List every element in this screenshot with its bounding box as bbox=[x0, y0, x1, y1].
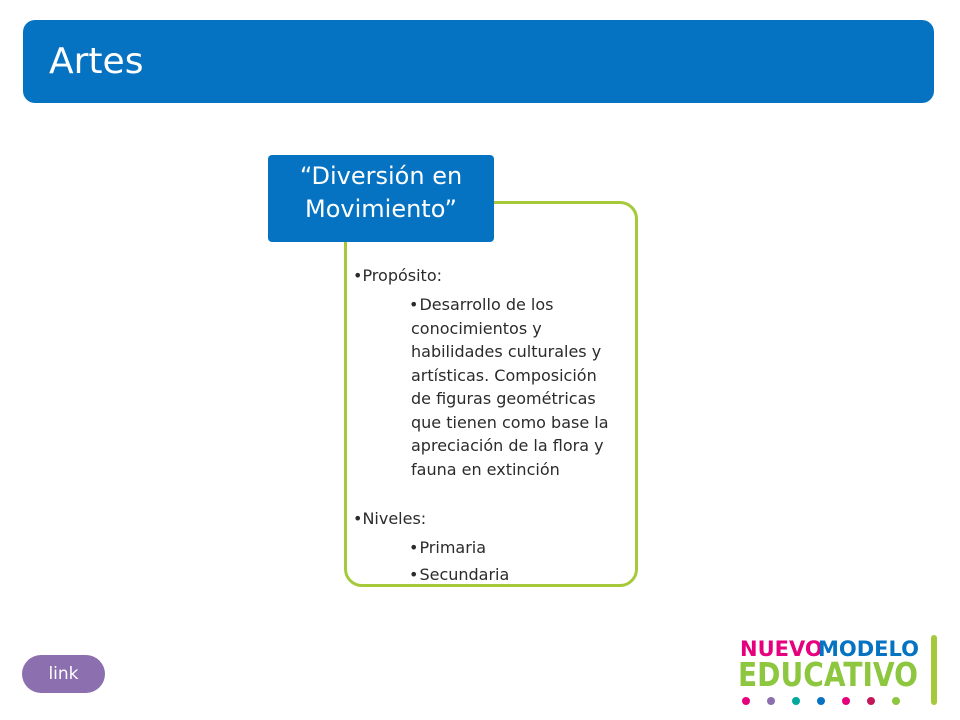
card-title-line2: Movimiento” bbox=[305, 195, 457, 223]
logo-word-nuevo: NUEVO bbox=[740, 637, 823, 661]
levels-heading-text: Niveles: bbox=[362, 509, 427, 528]
card-title bbox=[268, 155, 494, 242]
page-title: Artes bbox=[49, 41, 144, 82]
link-button[interactable]: link bbox=[22, 655, 105, 693]
logo-divider bbox=[931, 635, 937, 705]
logo-dot-icon bbox=[867, 697, 875, 705]
logo-word-modelo: MODELO bbox=[818, 637, 920, 661]
purpose-line: fauna en extinción bbox=[411, 459, 560, 479]
logo-dot-icon bbox=[817, 697, 825, 705]
purpose-heading-text: Propósito: bbox=[362, 266, 442, 285]
logo-word-educativo: EDUCATIVO bbox=[738, 655, 918, 694]
purpose-line: •Desarrollo de los bbox=[409, 295, 554, 314]
purpose-line: que tienen como base la bbox=[411, 412, 609, 432]
purpose-line: apreciación de la flora y bbox=[411, 436, 604, 455]
level-item: •Primaria bbox=[409, 538, 487, 557]
bullet-icon: • bbox=[409, 538, 419, 557]
purpose-line: conocimientos y bbox=[411, 318, 542, 338]
logo-dot-icon bbox=[842, 697, 850, 705]
nuevo-modelo-educativo-logo bbox=[738, 632, 943, 710]
bullet-icon: • bbox=[409, 564, 419, 584]
purpose-line: de figuras geométricas bbox=[411, 389, 596, 408]
title-bar bbox=[23, 20, 934, 103]
purpose-heading bbox=[353, 266, 442, 285]
bullet-icon: • bbox=[409, 295, 419, 314]
bullet-icon: • bbox=[353, 266, 363, 285]
logo-dot-icon bbox=[892, 697, 900, 705]
purpose-line: artísticas. Composición bbox=[411, 365, 597, 385]
card-title-line1: “Diversión en bbox=[299, 162, 463, 190]
purpose-line: habilidades culturales y bbox=[411, 342, 602, 361]
logo-dot-icon bbox=[742, 697, 750, 705]
levels-heading bbox=[353, 509, 426, 528]
levels-list bbox=[409, 536, 644, 586]
level-item: •Secundaria bbox=[409, 564, 510, 584]
logo-dot-icon bbox=[767, 697, 775, 705]
bullet-icon: • bbox=[353, 509, 363, 528]
purpose-description bbox=[409, 293, 644, 481]
logo-dot-icon bbox=[792, 697, 800, 705]
